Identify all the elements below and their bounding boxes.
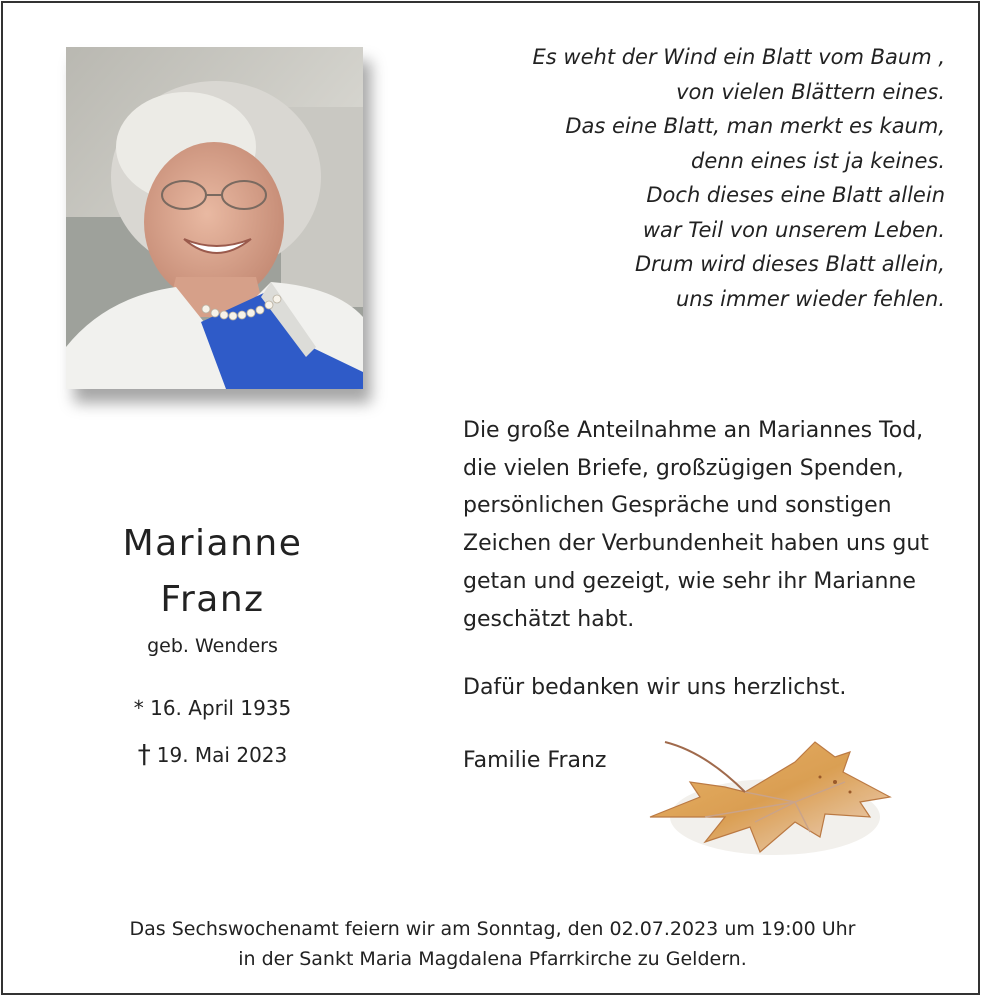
- cross-icon: †: [137, 740, 151, 770]
- signature: Familie Franz: [463, 748, 607, 773]
- birth-date: 16. April 1935: [150, 696, 292, 720]
- birth-name: geb. Wenders: [147, 635, 278, 657]
- thanks-line: persönlichen Gespräche und sonstigen: [463, 493, 892, 519]
- poem-line: von vielen Blättern eines.: [676, 79, 945, 104]
- poem-line: Doch dieses eine Blatt allein: [646, 183, 945, 207]
- last-name: Franz: [160, 579, 265, 620]
- service-line-1: Das Sechswochenamt feiern wir am Sonntag, den 02.07.2023 um 19:00 Uhr: [129, 918, 856, 940]
- poem-line: uns immer wieder fehlen.: [675, 286, 945, 311]
- death-date-line: [60, 740, 365, 770]
- thanks-line: die vielen Briefe, großzügigen Spenden,: [463, 455, 904, 481]
- service-announcement: [0, 914, 985, 974]
- portrait-illustration: [66, 47, 363, 389]
- thanks-closing: Dafür bedanken wir uns herzlichst.: [463, 675, 847, 700]
- autumn-maple-leaf-icon: [645, 722, 895, 872]
- thanks-line: geschätzt habt.: [463, 606, 635, 632]
- poem-line: denn eines ist ja keines.: [691, 148, 945, 173]
- service-line-2: in der Sankt Maria Magdalena Pfarrkirche zu Geldern.: [238, 948, 747, 970]
- first-name: Marianne: [122, 523, 303, 564]
- leaf-illustration: [645, 722, 895, 872]
- thanks-line: Zeichen der Verbundenheit haben uns gut: [463, 531, 929, 557]
- poem: [385, 40, 945, 316]
- portrait-photo: [66, 47, 363, 389]
- thanks-line: getan und gezeigt, wie sehr ihr Marianne: [463, 568, 916, 594]
- poem-line: war Teil von unserem Leben.: [642, 217, 945, 242]
- thanks-paragraph: [463, 412, 963, 638]
- poem-line: Das eine Blatt, man merkt es kaum,: [565, 114, 945, 138]
- birth-symbol: *: [133, 696, 144, 720]
- birth-date-line: [60, 693, 365, 723]
- death-date: 19. Mai 2023: [156, 743, 288, 767]
- thanks-line: Die große Anteilnahme an Mariannes Tod,: [463, 418, 924, 443]
- poem-line: Es weht der Wind ein Blatt vom Baum ,: [532, 45, 945, 69]
- poem-line: Drum wird dieses Blatt allein,: [635, 252, 945, 276]
